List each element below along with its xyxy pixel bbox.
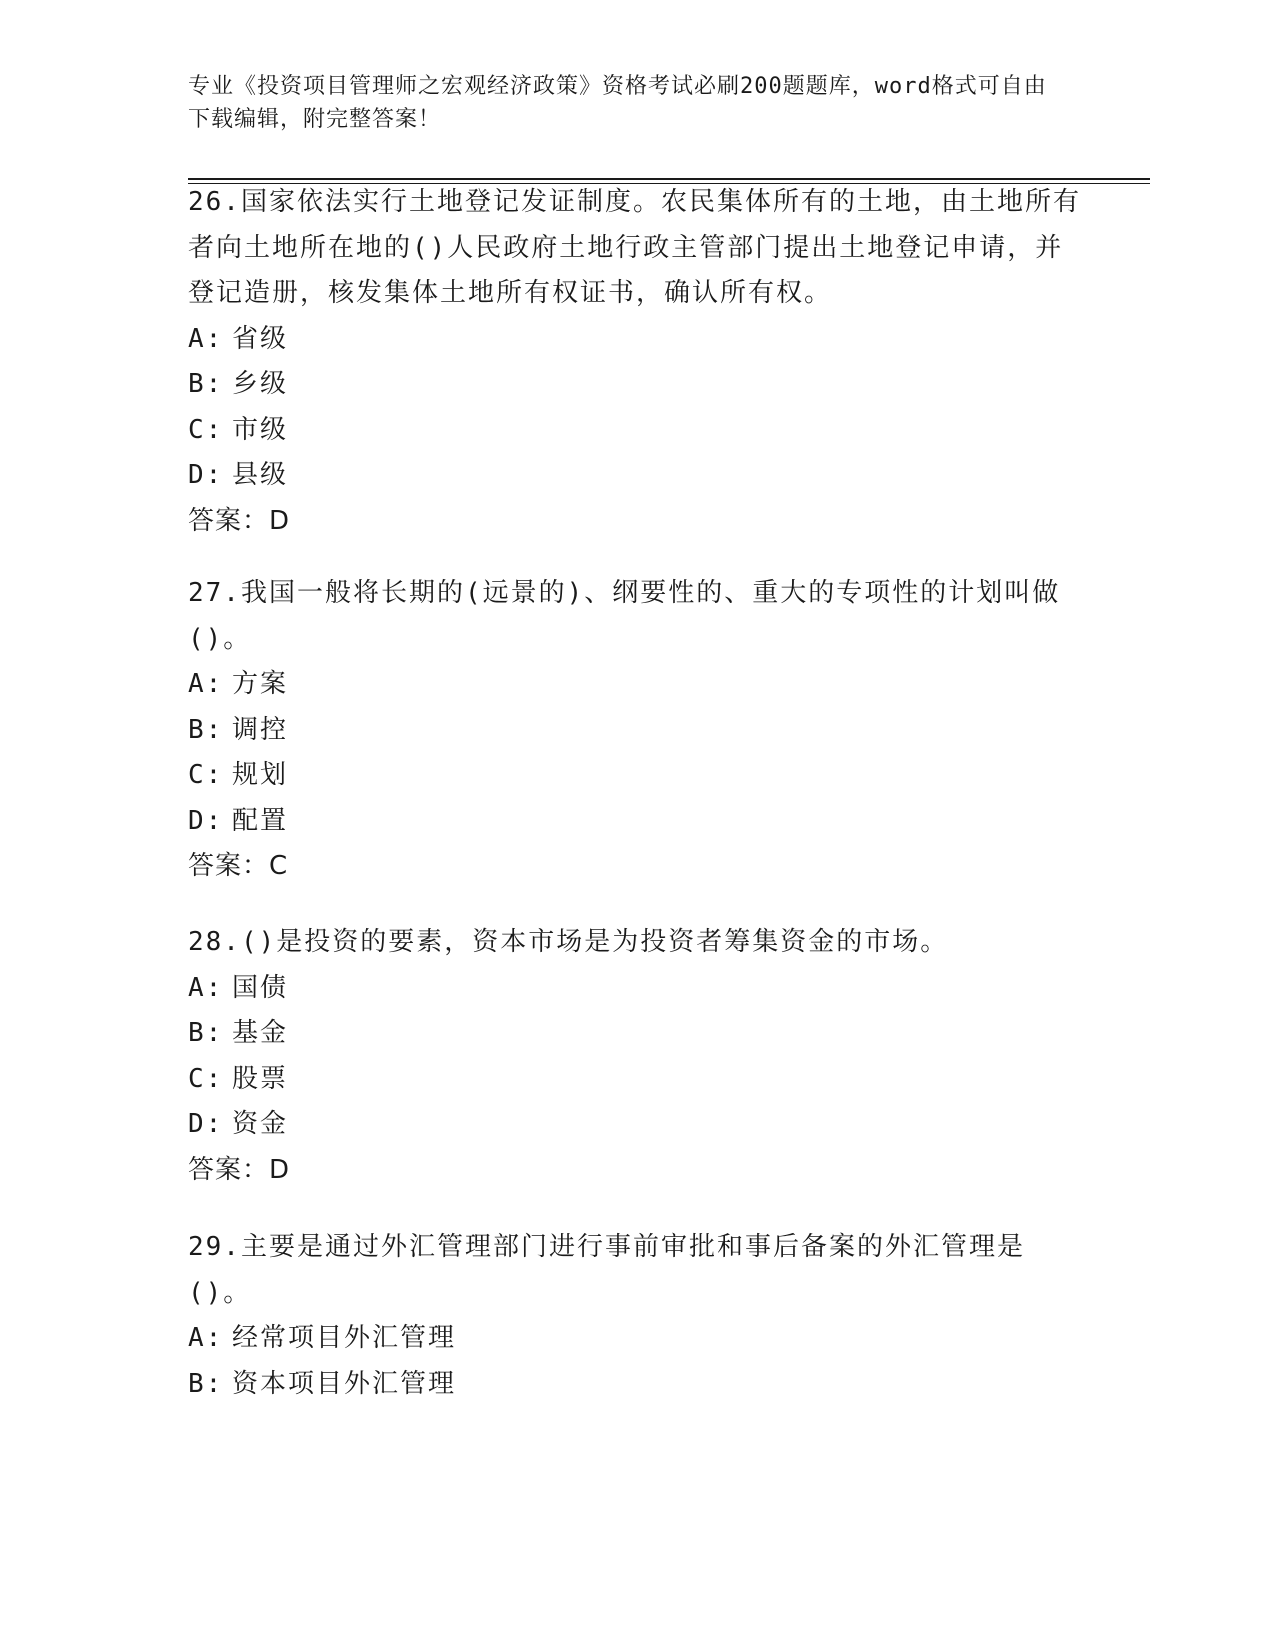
option-text: 资本项目外汇管理 [232,1368,457,1399]
document-header: 专业《投资项目管理师之宏观经济政策》资格考试必刷200题题库，word格式可自由下载编辑，附完整答案！ [188,74,1047,132]
option-letter: C: [188,760,224,790]
option-a [188,662,1088,708]
option-text: 经常项目外汇管理 [232,1323,457,1353]
option-text: 股票 [232,1063,289,1094]
option-c [188,408,1088,454]
option-d [188,453,1088,499]
option-d [188,1102,1088,1148]
option-text: 配置 [232,805,289,836]
option-letter: D: [188,1109,224,1139]
option-letter: B: [188,714,224,745]
option-text: 省级 [232,323,289,354]
option-text: 县级 [232,460,289,490]
option-c [188,753,1088,799]
question-stem: 27.我国一般将长期的(远景的)、纲要性的、重大的专项性的计划叫做()。 [188,578,1061,654]
question-26 [188,180,1088,544]
option-a [188,1316,1088,1362]
option-b [188,1362,1088,1408]
option-a [188,966,1088,1012]
option-text: 方案 [232,669,289,699]
option-letter: D: [188,460,224,490]
option-d [188,799,1088,845]
option-letter: B: [188,1368,224,1399]
option-letter: A: [188,972,224,1003]
option-text: 国债 [232,972,289,1003]
option-letter: A: [188,669,224,699]
option-letter: B: [188,369,224,399]
option-b [188,708,1088,754]
question-stem: 26.国家依法实行土地登记发证制度。农民集体所有的土地，由土地所有者向土地所在地的()人民政府土地行政主管部门提出土地登记申请，并登记造册，核发集体土地所有权证书，确认所有权。 [188,187,1081,308]
option-letter: A: [188,1323,224,1353]
option-a [188,317,1088,363]
option-b [188,362,1088,408]
option-letter: D: [188,805,224,836]
question-stem: 28.()是投资的要素，资本市场是为投资者筹集资金的市场。 [188,927,949,957]
option-text: 市级 [232,414,289,445]
option-text: 规划 [232,760,289,790]
option-letter: A: [188,323,224,354]
option-c [188,1057,1088,1103]
option-text: 资金 [232,1109,289,1139]
option-text: 调控 [232,714,289,745]
answer-text: 答案：D [188,1154,291,1185]
question-28 [188,920,1088,1193]
option-letter: C: [188,414,224,445]
option-b [188,1011,1088,1057]
option-letter: C: [188,1063,224,1094]
question-27 [188,571,1088,890]
answer-text: 答案：D [188,505,291,536]
option-letter: B: [188,1018,224,1048]
answer-text: 答案：C [188,851,289,881]
option-text: 基金 [232,1018,289,1048]
question-stem: 29.主要是通过外汇管理部门进行事前审批和事后备案的外汇管理是()。 [188,1232,1025,1308]
option-text: 乡级 [232,369,289,399]
question-29 [188,1225,1088,1407]
